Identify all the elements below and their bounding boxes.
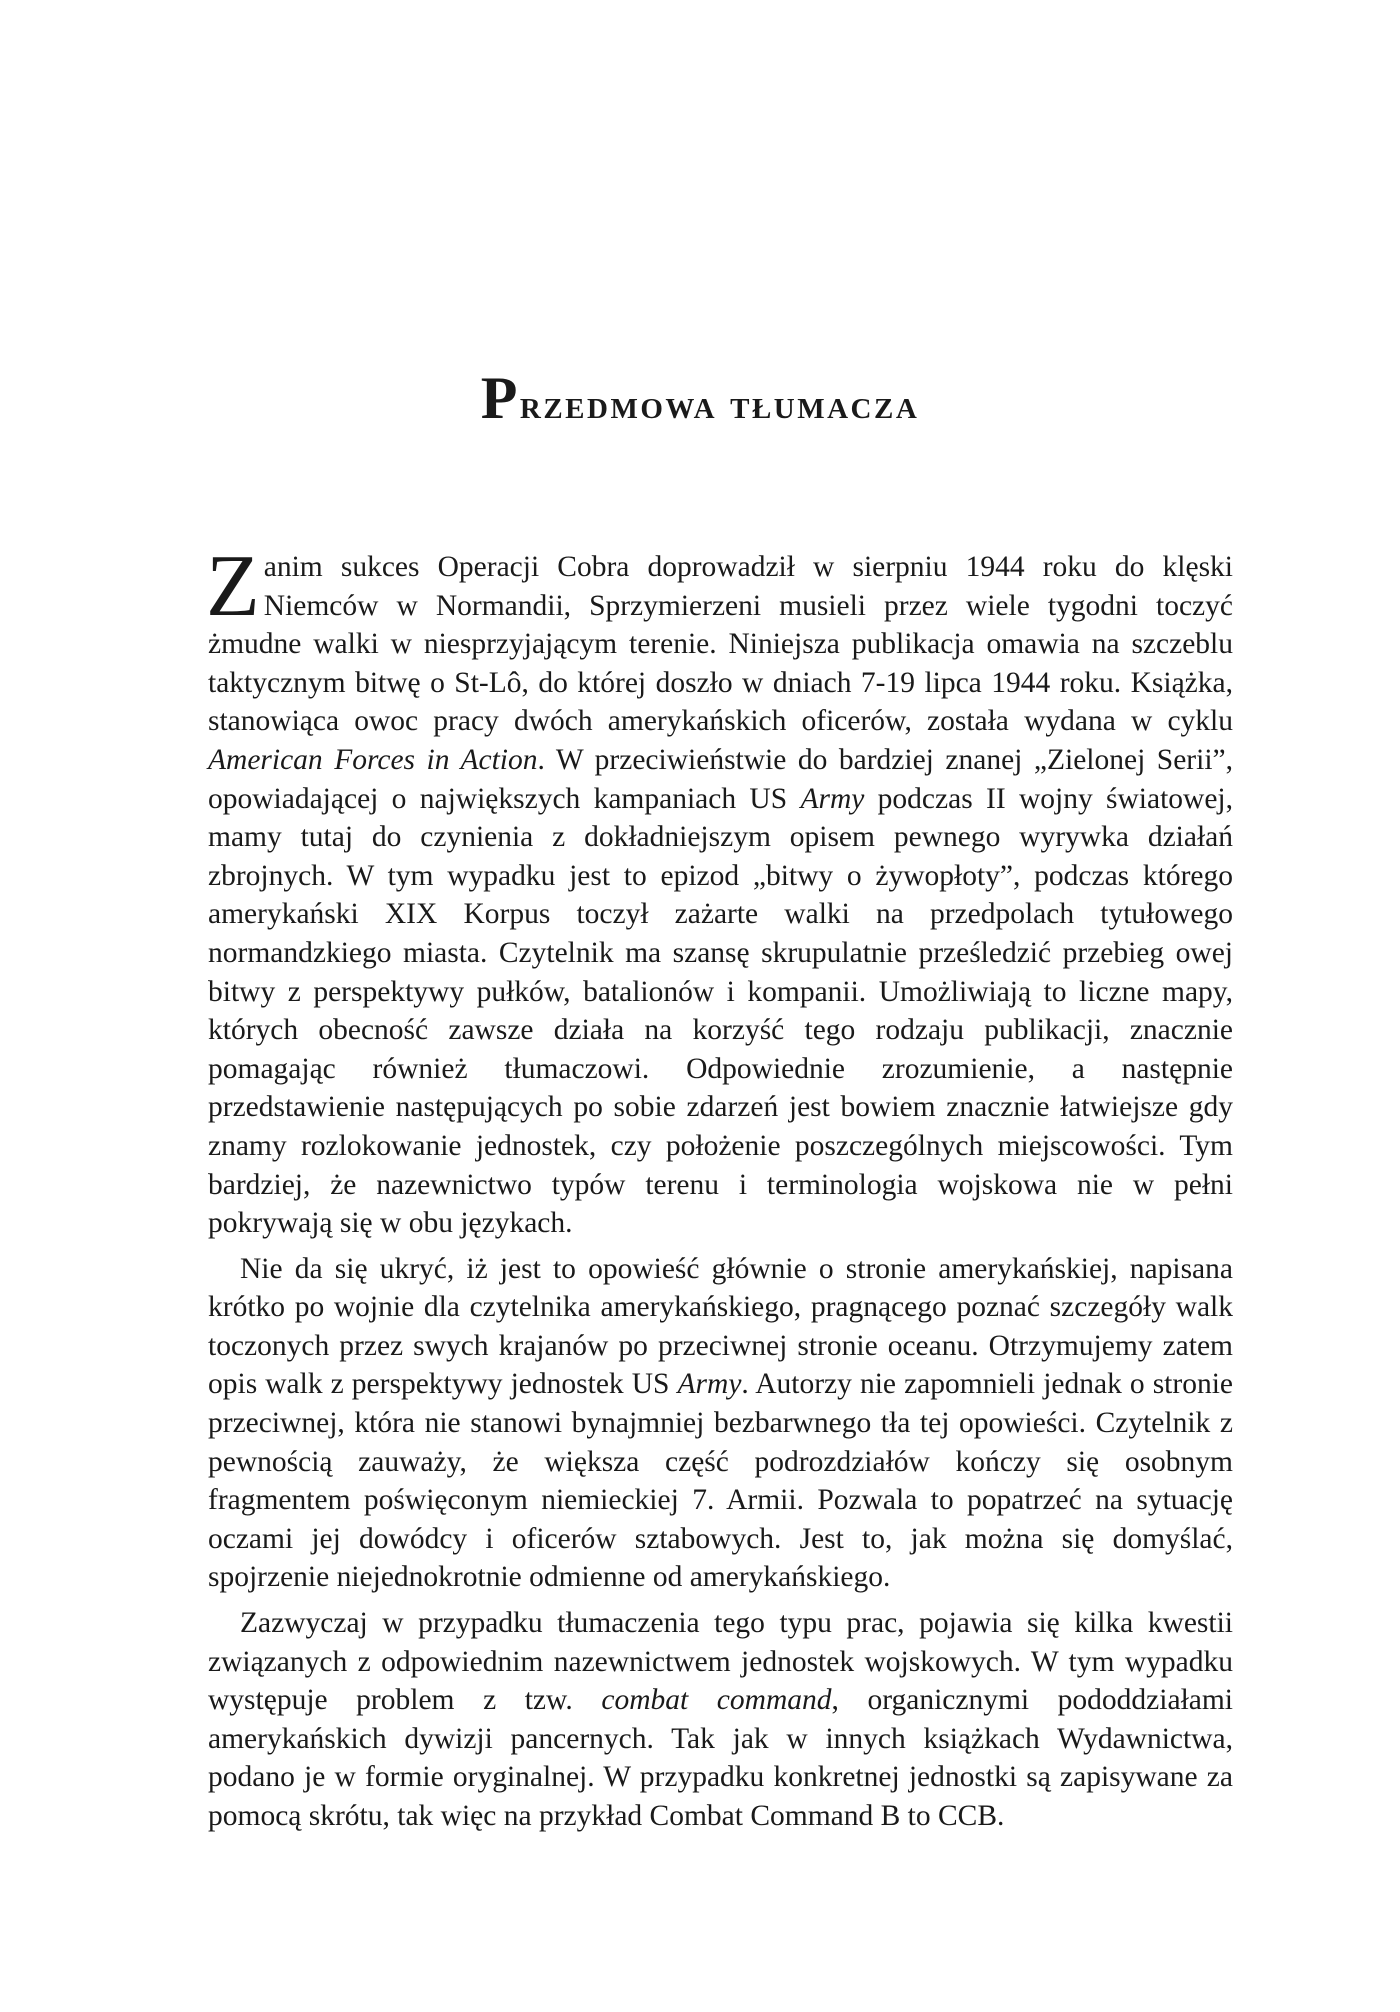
title-initial: P [480,365,520,431]
text-segment: anim sukces Operacji Cobra doprowadził w sierpniu 1944 roku do klęski Niemców w Normandii, Sprzymierzeni musieli przez wiele tygodni toczyć żmudne walki w niesprzyjającym terenie. Niniejsza publikacja omawia na szczeblu taktycznym bitwę o St-Lô, do której doszło w dniach 7-19 lipca 1944 roku. Książka, stanowiąca owoc pracy dwóch amerykańskich oficerów, została wydana w cyklu [208,551,1233,738]
paragraph-3 [208,1604,1233,1836]
italic-segment: American Forces in Action [208,743,538,776]
paragraph-1 [206,538,1233,1243]
text-segment: . Autorzy nie zapomnieli jednak o stronie przeciwnej, która nie stanowi bynajmniej bezbarwnego tła tej opowieści. Czytelnik z pewnością zauważy, że większa część podrozdziałów kończy się osobnym fragmentem poświęconym niemieckiej 7. Armii. Pozwala to popatrzeć na sytuację oczami jej dowódcy i oficerów sztabowych. Jest to, jak można się domyślać, spojrzenie niejednokrotnie odmienne od amerykańskiego. [208,1368,1233,1594]
text-segment: Nie da się ukryć, iż jest to opowieść głównie o stronie amerykańskiej, napisana krótko po wojnie dla czytelnika amerykańskiego, pragnącego poznać szczegóły walk toczonych przez swych krajanów po przeciwnej stronie oceanu. Otrzymujemy zatem opis walk z perspektywy jednostek US [208,1252,1233,1401]
italic-segment: Army [800,782,865,815]
text-segment: Zazwyczaj w przypadku tłumaczenia tego typu prac, pojawia się kilka kwestii związanych z odpowiednim nazewnictwem jednostek wojskowych. W tym wypadku występuje problem z tzw. [208,1607,1233,1717]
text-segment: podczas II wojny światowej, mamy tutaj do czynienia z dokładniejszym opisem pewnego wyrywka działań zbrojnych. W tym wypadku jest to epizod „bitwy o żywopłoty”, podczas którego amerykański XIX Korpus toczył zażarte walki na przedpolach tytułowego normandzkiego miasta. Czytelnik ma szansę skrupulatnie prześledzić przebieg owej bitwy z perspektywy pułków, batalionów i kompanii. Umożliwiają to liczne mapy, których obecność zawsze działa na korzyść tego rodzaju publikacji, znacznie pomagając również tłumaczowi. Odpowiednie zrozumienie, a następnie przedstawienie następujących po sobie zdarzeń jest bowiem znacznie łatwiejsze gdy znamy rozlokowanie jednostek, czy położenie poszczególnych miejscowości. Tym bardziej, że nazewnictwo typów terenu i terminologia wojskowa nie w pełni pokrywają się w obu językach. [208,782,1233,1240]
text-segment: , organicznymi pododdziałami amerykańskich dywizji pancernych. Tak jak w innych książkach Wydawnictwa, podano je w formie oryginalnej. W przypadku konkretnej jednostki są zapisywane za pomocą skrótu, tak więc na przykład Combat Command B to CCB. [208,1684,1233,1832]
text-segment: . W przeciwieństwie do bardziej znanej „Zielonej Serii”, opowiadającej o największych kampaniach US [208,743,1233,815]
italic-segment: Army [677,1368,742,1401]
paragraph-2 [208,1250,1233,1597]
page-title [0,365,1400,431]
drop-cap: Z [206,538,260,635]
italic-segment: combat command [601,1684,832,1717]
title-rest: rzedmowa tłumacza [519,382,920,428]
body-text [206,538,1233,1836]
